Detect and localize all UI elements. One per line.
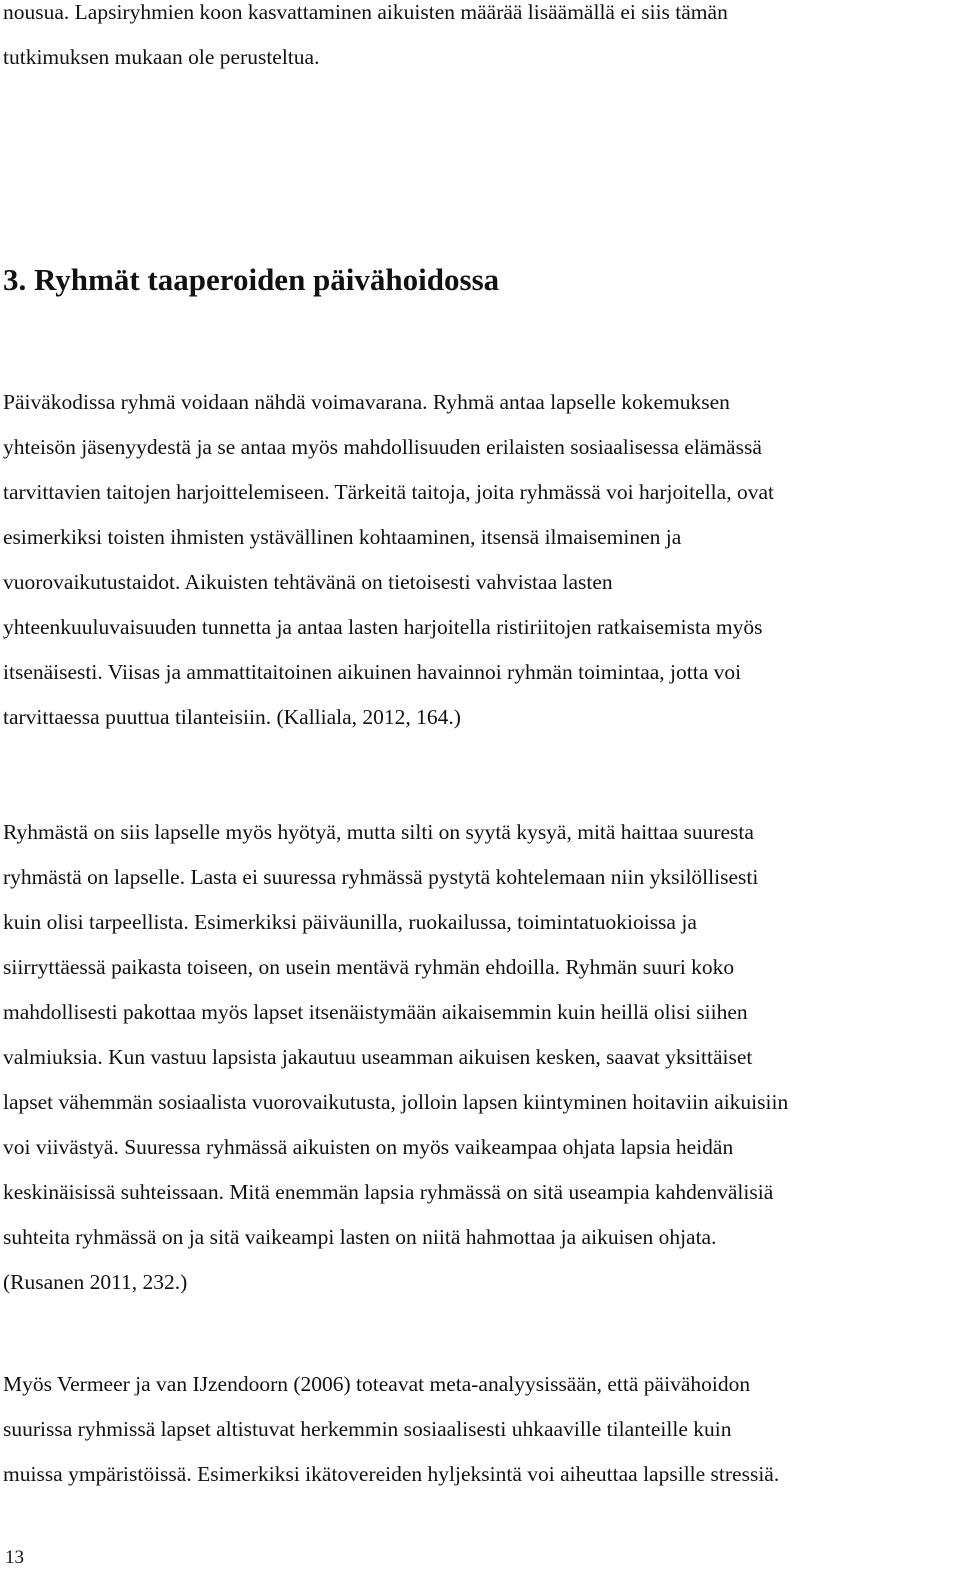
text-line: Myös Vermeer ja van IJzendoorn (2006) toteavat meta-analyysissään, että päivähoidon (3, 1372, 751, 1396)
text-line: (Rusanen 2011, 232.) (3, 1270, 188, 1294)
text-line: tutkimuksen mukaan ole perusteltua. (3, 45, 320, 69)
paragraph-group-haitat (3, 810, 788, 1305)
text-line: muissa ympäristöissä. Esimerkiksi ikätovereiden hyljeksintä voi aiheuttaa lapsille stressiä. (3, 1462, 780, 1486)
text-line: nousua. Lapsiryhmien koon kasvattaminen aikuisten määrää lisäämällä ei siis tämän (3, 0, 728, 24)
paragraph-group-vermeer (3, 1362, 779, 1497)
intro-paragraph (3, 0, 728, 80)
text-line: voi viivästyä. Suuressa ryhmässä aikuisten on myös vaikeampaa ohjata lapsia heidän (3, 1135, 734, 1159)
text-line: kuin olisi tarpeellista. Esimerkiksi päiväunilla, ruokailussa, toimintatuokioissa ja (3, 910, 697, 934)
text-line: lapset vähemmän sosiaalista vuorovaikutusta, jolloin lapsen kiintyminen hoitaviin aikuisiin (3, 1090, 789, 1114)
text-line: vuorovaikutustaidot. Aikuisten tehtävänä on tietoisesti vahvistaa lasten (3, 570, 613, 594)
paragraph-group-ryhma (3, 380, 774, 740)
text-line: tarvittaessa puuttua tilanteisiin. (Kalliala, 2012, 164.) (3, 705, 461, 729)
text-line: yhteenkuuluvaisuuden tunnetta ja antaa lasten harjoitella ristiriitojen ratkaisemista myös (3, 615, 763, 639)
text-line: yhteisön jäsenyydestä ja se antaa myös mahdollisuuden erilaisten sosiaalisessa elämässä (3, 435, 762, 459)
text-line: valmiuksia. Kun vastuu lapsista jakautuu useamman aikuisen kesken, saavat yksittäiset (3, 1045, 753, 1069)
text-line: Päiväkodissa ryhmä voidaan nähdä voimavarana. Ryhmä antaa lapselle kokemuksen (3, 390, 730, 414)
text-line: keskinäisissä suhteissaan. Mitä enemmän lapsia ryhmässä on sitä useampia kahdenvälisiä (3, 1180, 774, 1204)
section-heading: 3. Ryhmät taaperoiden päivähoidossa (3, 262, 500, 297)
text-line: itsenäisesti. Viisas ja ammattitaitoinen aikuinen havainnoi ryhmän toimintaa, jotta voi (3, 660, 742, 684)
text-line: esimerkiksi toisten ihmisten ystävällinen kohtaaminen, itsensä ilmaiseminen ja (3, 525, 682, 549)
text-line: Ryhmästä on siis lapselle myös hyötyä, mutta silti on syytä kysyä, mitä haittaa suuresta (3, 820, 754, 844)
text-line: ryhmästä on lapselle. Lasta ei suuressa ryhmässä pystytä kohtelemaan niin yksilöllisesti (3, 865, 759, 889)
text-line: mahdollisesti pakottaa myös lapset itsenäistymään aikaisemmin kuin heillä olisi siihen (3, 1000, 748, 1024)
text-line: suurissa ryhmissä lapset altistuvat herkemmin sosiaalisesti uhkaaville tilanteille kuin (3, 1417, 732, 1441)
text-line: tarvittavien taitojen harjoittelemiseen. Tärkeitä taitoja, joita ryhmässä voi harjoitella, ovat (3, 480, 774, 504)
page-number: 13 (5, 1547, 24, 1568)
text-line: suhteita ryhmässä on ja sitä vaikeampi lasten on niitä hahmottaa ja aikuisen ohjata. (3, 1225, 717, 1249)
text-line: siirryttäessä paikasta toiseen, on usein mentävä ryhmän ehdoilla. Ryhmän suuri koko (3, 955, 735, 979)
